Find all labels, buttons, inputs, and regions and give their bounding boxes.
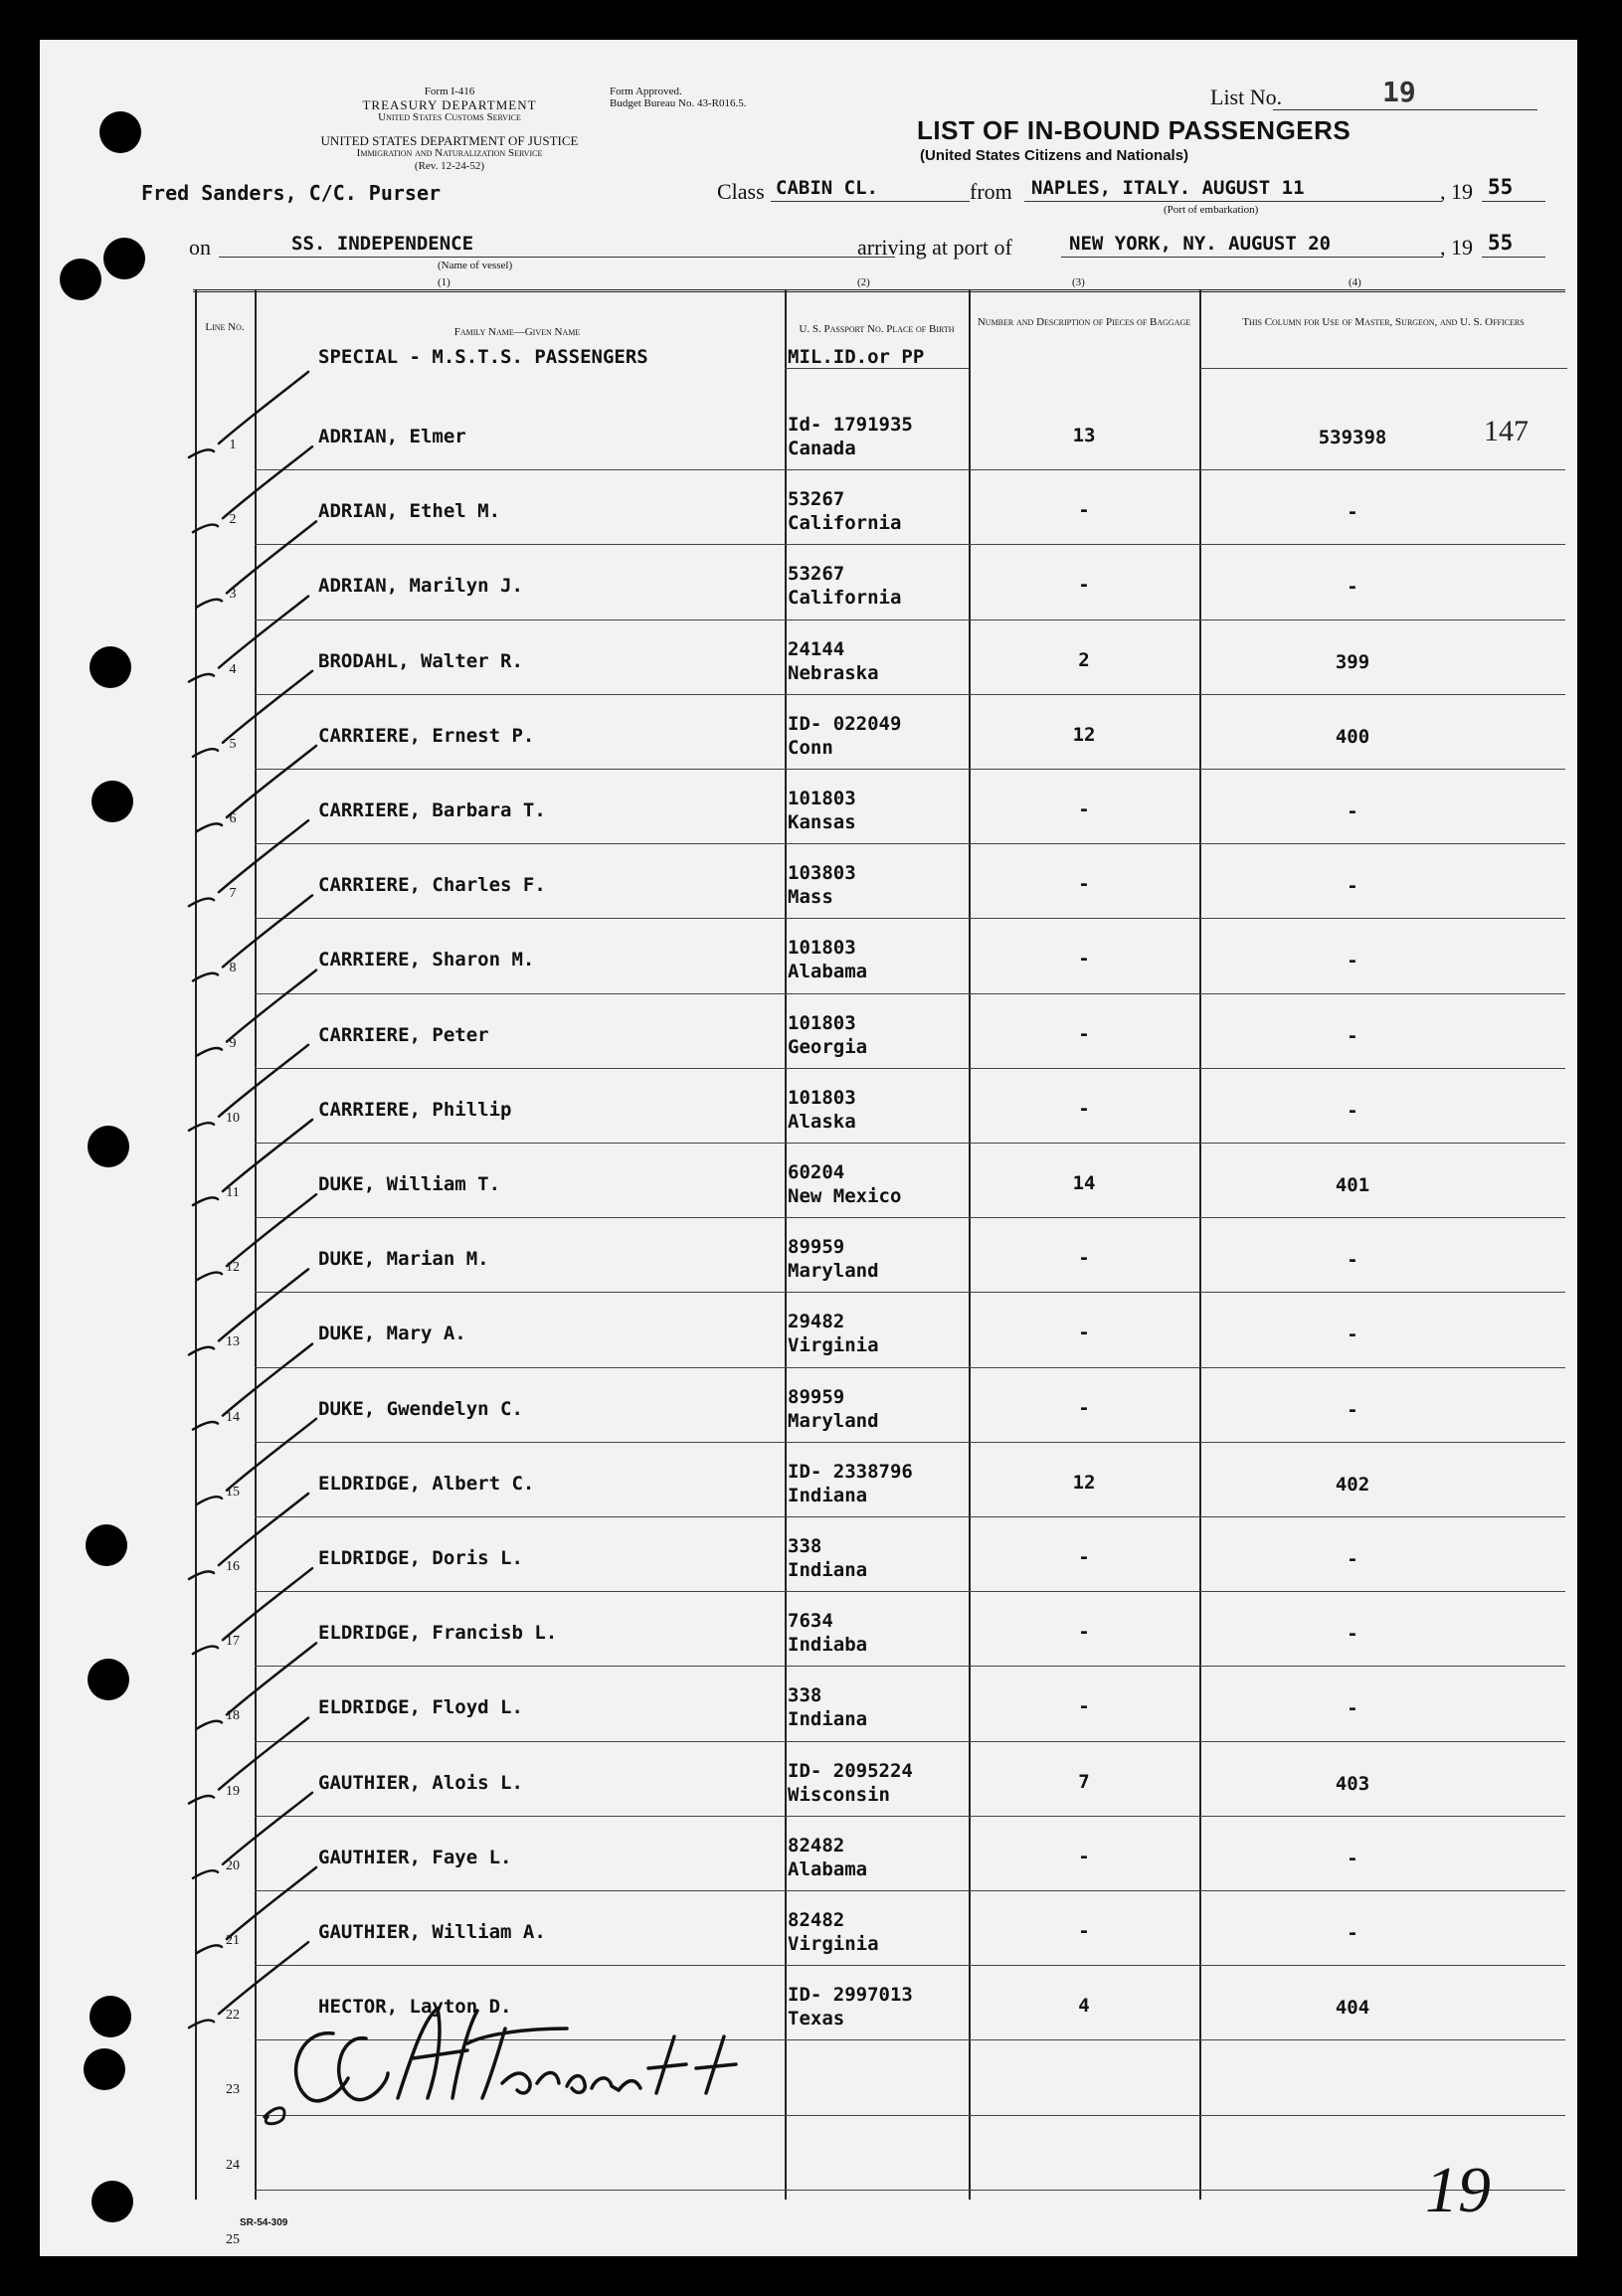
table-row-rule [255, 694, 1565, 695]
passport-id: Id- 1791935 [788, 414, 913, 436]
arrival-port-value: NEW YORK, NY. AUGUST 20 [1069, 233, 1332, 255]
line-number: 7 [229, 886, 237, 902]
handwritten-page-number: 19 [1425, 2154, 1491, 2226]
passenger-name: BRODAHL, Walter R. [318, 649, 523, 672]
place-of-birth: Indiana [788, 1559, 868, 1581]
arriving-label: arriving at port of [857, 235, 1012, 260]
place-of-birth: Alabama [788, 961, 868, 983]
line-no-header: Line No. [205, 321, 245, 333]
from-year-prefix: , 19 [1440, 179, 1473, 204]
page-subtitle: (United States Citizens and Nationals) [920, 147, 1189, 164]
vessel-caption: (Name of vessel) [438, 260, 513, 271]
column-number-1: (1) [438, 276, 451, 288]
place-of-birth: Nebraska [788, 661, 879, 684]
table-row-rule [255, 918, 1565, 919]
line-number: 18 [226, 1708, 240, 1724]
passenger-name: CARRIERE, Phillip [318, 1098, 512, 1121]
passport-header: U. S. Passport No. Place of Birth [799, 323, 955, 335]
list-no-value: 19 [1382, 76, 1416, 108]
passport-id: 29482 [788, 1311, 845, 1333]
table-row-rule [255, 619, 1565, 620]
punch-hole [91, 781, 133, 822]
line-number: 23 [226, 2082, 240, 2098]
line-number: 5 [229, 736, 237, 752]
table-row-rule [255, 1442, 1565, 1443]
line-number: 2 [229, 512, 237, 528]
column-divider-passport [969, 290, 971, 2200]
table-row-rule [255, 469, 1565, 470]
line-number: 9 [229, 1035, 237, 1051]
table-top-border [193, 289, 1565, 292]
place-of-birth: Alabama [788, 1857, 868, 1880]
line-number: 13 [226, 1334, 240, 1350]
embarkation-underline [1024, 201, 1442, 202]
table-row-rule [255, 1516, 1565, 1517]
passport-id: 338 [788, 1535, 822, 1557]
punch-hole [90, 646, 131, 688]
place-of-birth: Indiana [788, 1708, 868, 1731]
budget-bureau: Budget Bureau No. 43-R016.5. [610, 97, 747, 109]
place-of-birth: Mass [788, 886, 833, 909]
embarkation-value: NAPLES, ITALY. AUGUST 11 [1031, 177, 1305, 199]
place-of-birth: New Mexico [788, 1185, 902, 1207]
passenger-name: GAUTHIER, William A. [318, 1921, 546, 1943]
on-label: on [189, 235, 211, 260]
place-of-birth: Virginia [788, 1334, 879, 1357]
place-of-birth: Maryland [788, 1260, 879, 1283]
place-of-birth: Texas [788, 2008, 845, 2031]
passport-id: ID- 2338796 [788, 1460, 913, 1483]
column-number-4: (4) [1349, 276, 1361, 288]
table-row-rule [255, 544, 1565, 545]
table-row-rule [255, 993, 1565, 994]
place-of-birth: Georgia [788, 1035, 868, 1058]
passport-id: ID- 2997013 [788, 1984, 913, 2007]
baggage-header: Number and Description of Pieces of Baggage [977, 316, 1191, 328]
passenger-name: DUKE, Marian M. [318, 1248, 489, 1271]
department-of-justice: UNITED STATES DEPARTMENT OF JUSTICE [320, 133, 579, 148]
passenger-name: ADRIAN, Elmer [318, 426, 466, 447]
from-year-underline [1482, 201, 1545, 202]
punch-hole [60, 259, 101, 300]
passport-id: 103803 [788, 862, 856, 885]
class-underline [771, 201, 970, 202]
line-number: 3 [229, 587, 237, 603]
table-left-border [195, 290, 197, 2200]
officer-header-underline [1199, 368, 1567, 369]
passport-id: 101803 [788, 937, 856, 960]
table-row-rule [255, 843, 1565, 844]
passport-id: 101803 [788, 1011, 856, 1034]
punch-hole [103, 238, 145, 279]
table-row-rule [255, 1816, 1565, 1817]
special-passengers-label: SPECIAL - M.S.T.S. PASSENGERS [318, 346, 648, 368]
line-number: 1 [229, 438, 237, 452]
footer-form-code: SR-54-309 [240, 2217, 288, 2228]
punch-hole [88, 1659, 129, 1700]
passport-id: ID- 022049 [788, 712, 902, 735]
vessel-underline [219, 257, 895, 258]
table-row-rule [255, 1217, 1565, 1218]
passport-id: ID- 2095224 [788, 1759, 913, 1782]
place-of-birth: Canada [788, 438, 856, 459]
table-row-rule [255, 1591, 1565, 1592]
line-number: 4 [229, 661, 237, 677]
vessel-name: SS. INDEPENDENCE [291, 233, 474, 255]
from-year-suffix: 55 [1488, 175, 1514, 199]
passport-id: 82482 [788, 1834, 845, 1856]
passenger-name: CARRIERE, Ernest P. [318, 724, 535, 747]
line-number: 15 [226, 1484, 240, 1500]
passenger-name: ADRIAN, Marilyn J. [318, 575, 523, 598]
passenger-name: DUKE, William T. [318, 1173, 501, 1195]
passenger-name: GAUTHIER, Alois L. [318, 1771, 523, 1794]
line-number: 19 [226, 1783, 240, 1799]
officers-header: This Column for Use of Master, Surgeon, and U. S. Officers [1242, 316, 1525, 328]
column-number-2: (2) [857, 276, 870, 288]
id-header: MIL.ID.or PP [788, 346, 925, 368]
place-of-birth: California [788, 512, 902, 535]
punch-hole [99, 111, 141, 153]
passport-id: 60204 [788, 1161, 845, 1183]
place-of-birth: California [788, 587, 902, 610]
line-number: 16 [226, 1559, 240, 1574]
passport-id: 24144 [788, 637, 845, 660]
place-of-birth: Indiana [788, 1484, 868, 1506]
passport-id: 89959 [788, 1385, 845, 1408]
arrival-year-suffix: 55 [1488, 231, 1514, 255]
passenger-name: ELDRIDGE, Floyd L. [318, 1696, 523, 1719]
passenger-name: GAUTHIER, Faye L. [318, 1846, 512, 1868]
passenger-name: ELDRIDGE, Doris L. [318, 1547, 523, 1569]
line-number: 24 [226, 2157, 240, 2173]
line-number: 17 [226, 1634, 240, 1650]
line-number: 8 [229, 961, 237, 976]
line-number: 6 [229, 811, 237, 826]
place-of-birth: Kansas [788, 811, 856, 833]
passenger-name: ADRIAN, Ethel M. [318, 500, 501, 523]
place-of-birth: Virginia [788, 1933, 879, 1955]
table-row-rule [255, 769, 1565, 770]
line-number: 10 [226, 1110, 240, 1126]
arrival-underline [1061, 257, 1443, 258]
class-label: Class [717, 179, 765, 204]
customs-service: United States Customs Service [378, 111, 521, 123]
name-header: Family Name—Given Name [453, 326, 581, 338]
table-row-rule [255, 1068, 1565, 1069]
list-no-label: List No. [1210, 85, 1283, 109]
from-label: from [970, 179, 1012, 204]
table-row-rule [255, 1367, 1565, 1368]
passport-id: 89959 [788, 1236, 845, 1259]
line-number: 21 [226, 1933, 240, 1948]
column-number-3: (3) [1072, 276, 1085, 288]
place-of-birth: Indiaba [788, 1634, 868, 1657]
column-divider-line [255, 290, 257, 2200]
revision-label: (Rev. 12-24-52) [414, 160, 485, 172]
port-of-embarkation-caption: (Port of embarkation) [1164, 204, 1259, 216]
passport-id: 101803 [788, 788, 856, 809]
punch-hole [86, 1524, 127, 1566]
passenger-name: ELDRIDGE, Francisb L. [318, 1622, 558, 1645]
place-of-birth: Wisconsin [788, 1783, 890, 1806]
passenger-name: HECTOR, Layton D. [318, 1996, 512, 2019]
passport-id: 53267 [788, 488, 845, 511]
line-number: 22 [226, 2008, 240, 2024]
page-title: LIST OF IN-BOUND PASSENGERS [917, 115, 1352, 145]
purser-name: Fred Sanders, C/C. Purser [141, 181, 442, 205]
form-approved: Form Approved. [610, 86, 682, 97]
passenger-name: DUKE, Gwendelyn C. [318, 1397, 523, 1420]
line-number: 25 [226, 2231, 240, 2247]
place-of-birth: Alaska [788, 1110, 856, 1133]
table-row-rule [255, 1741, 1565, 1742]
passenger-name: CARRIERE, Sharon M. [318, 949, 535, 971]
passenger-name: DUKE, Mary A. [318, 1323, 466, 1345]
passport-id: 82482 [788, 1909, 845, 1931]
class-value: CABIN CL. [776, 177, 878, 199]
column-divider-baggage [1199, 290, 1201, 2200]
passport-id: 7634 [788, 1610, 833, 1633]
line-number: 20 [226, 1857, 240, 1873]
line-number: 12 [226, 1260, 240, 1276]
punch-hole [91, 2181, 133, 2222]
arrival-year-prefix: , 19 [1440, 235, 1473, 260]
punch-hole [90, 1996, 131, 2037]
column-divider-name [785, 290, 787, 2200]
ins-label: Immigration and Naturalization Service [356, 147, 543, 159]
table-row-rule [255, 1666, 1565, 1667]
passenger-name: ELDRIDGE, Albert C. [318, 1472, 535, 1495]
punch-hole [84, 2048, 125, 2090]
list-no-underline [1273, 109, 1537, 110]
punch-hole [88, 1126, 129, 1167]
line-number: 14 [226, 1409, 240, 1425]
passport-id: 338 [788, 1684, 822, 1707]
passenger-name: CARRIERE, Peter [318, 1023, 489, 1046]
table-row-rule [255, 1890, 1565, 1891]
margin-note: 147 [1484, 415, 1529, 447]
table-row-rule [255, 1965, 1565, 1966]
place-of-birth: Conn [788, 736, 833, 759]
place-of-birth: Maryland [788, 1409, 879, 1432]
passport-id: 53267 [788, 563, 845, 586]
manifest-page: Form I-416 TREASURY DEPARTMENT United States Customs Service UNITED STATES DEPARTMENT OF JUSTICE Immigration and Naturalization Service (Rev. 12-24-52) Form Approved. Budget Bureau No. 43-R016.5. List No. 19 LIST OF IN-BOUND PASSENGERS (United States Citizens and Nationals) Fred Sanders, C/C. Purser Class CABIN CL. from NAPLES, ITALY. AUGUST 11 , 19 55 (Port of embarkation) on SS. INDEPENDENCE (Name of vessel) arriving at port of NEW YORK, NY. AUGUST 20 , 19 55 (1) (2) (3) (4) Line No. Family Name—Given Name U. S. Passport No. Place of Birth Number and Description of Pieces of Baggage This Column for Use of Master, Surgeon, and U. S. Officers SPECIAL - M.S.T.S. PASSENGERS MIL.ID.or PP 1 ADRIAN, Elmer Id- 1791935 Canada 13 539398 2 ADRIAN, Ethel M. 53267 California - - 3 ADRIAN, Marilyn J. 53267 California - - 4 BRODAHL, Walter R. 24144 Nebraska 2 399 5 CARRIERE, Ernest P. ID- 022049 Conn 12 400 6 CARRIERE, Barbara T. 101803 Kansas - - 7 CARRIERE, Charles F. 103803 Mass - - 8 CARRIERE, Sharon M. 101803 Alabama - - 9 CARRIERE, Peter 101803 Georgia - - 10 CARRIERE, Phillip 101803 Alaska - - 11 DUKE, William T. 60204 New Mexico 14 401 12 DUKE, Marian M. 89959 Maryland - - 13 DUKE, Mary A. 29482 Virginia - - 14 DUKE, Gwendelyn C. 89959 Maryland - - 15 ELDRIDGE, Albert C. ID- 2338796 Indiana 12 402 16 ELDRIDGE, Doris L. 338 Indiana - - 17 ELDRIDGE, Francisb L. 7634 Indiaba - - 18 ELDRIDGE, Floyd L. 338 Indiana - - 19 GAUTHIER, Alois L. ID- 2095224 Wisconsin 7 403 20 GAUTHIER, Faye L. 82482 Alabama - - 21 GAUTHIER, William A. 82482 Virginia - - 22 HECTOR, Layton D. ID- 2997013 Texas 4 404 23 24 25 147 19 SR-54-309 [40, 40, 1577, 2256]
passport-id: 101803 [788, 1086, 856, 1109]
id-header-underline [785, 368, 969, 369]
table-row-rule [255, 1292, 1565, 1293]
arrival-year-underline [1482, 257, 1545, 258]
passenger-name: CARRIERE, Charles F. [318, 874, 546, 897]
passenger-name: CARRIERE, Barbara T. [318, 799, 546, 821]
treasury-department: TREASURY DEPARTMENT [362, 97, 537, 112]
table-row-rule [255, 1143, 1565, 1144]
table-row-rule [255, 2190, 1565, 2191]
form-number: Form I-416 [424, 86, 475, 97]
line-number: 11 [226, 1185, 240, 1200]
handwritten-signature [239, 1989, 835, 2128]
